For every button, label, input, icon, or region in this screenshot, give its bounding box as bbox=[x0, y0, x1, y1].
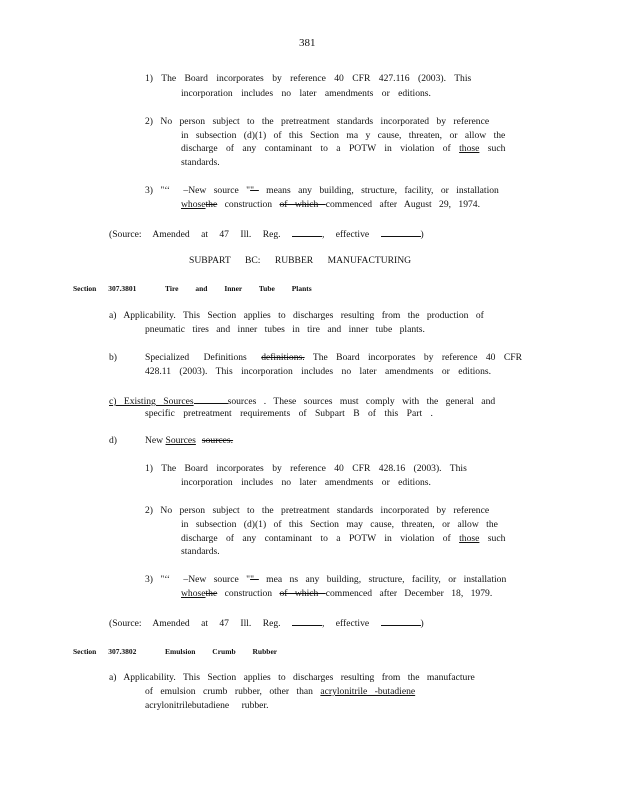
deleted-text: "– bbox=[250, 574, 259, 585]
inserted-text: those bbox=[459, 533, 480, 544]
text: –New source " bbox=[183, 574, 251, 585]
item-3-line-2 bbox=[181, 198, 480, 212]
sec1-c-line-2: specific pretreatment requirements of Subpart B of this Part . bbox=[145, 408, 433, 419]
text: (Source: Amended at 47 Ill. Reg. bbox=[109, 229, 292, 240]
inserted-text: Sources bbox=[165, 435, 196, 446]
sec1-d2-line-3 bbox=[181, 532, 505, 546]
text: such bbox=[479, 533, 506, 544]
text: commenced after December 18, 1979. bbox=[325, 588, 493, 599]
sec1-d3-line-2 bbox=[181, 587, 492, 601]
deleted-text: definitions. bbox=[261, 352, 305, 363]
text: ) bbox=[420, 618, 424, 629]
text: (Source: Amended at 47 Ill. Reg. bbox=[109, 618, 292, 629]
deleted-text: the bbox=[205, 199, 218, 210]
inserted-text: those bbox=[459, 143, 480, 154]
section-number: Section 307.3801 bbox=[73, 284, 137, 293]
text: construction bbox=[217, 588, 280, 599]
text: means any building, structure, facility, or installation bbox=[258, 185, 499, 196]
blank-line bbox=[194, 393, 228, 404]
item-1-line-1: 1) The Board incorporates by reference 40 CFR 427.116 (2003). This bbox=[145, 73, 472, 84]
blank-line bbox=[381, 226, 421, 237]
deleted-text: "– bbox=[250, 185, 259, 196]
text: , effective bbox=[321, 229, 381, 240]
blank-line bbox=[381, 615, 421, 626]
text: Specialized Definitions bbox=[145, 352, 262, 363]
item-2-line-4: standards. bbox=[181, 157, 220, 168]
blank-line bbox=[292, 226, 322, 237]
section-title: Tire and Inner Tube Plants bbox=[165, 284, 312, 293]
page-number: 381 bbox=[299, 37, 316, 49]
text: such bbox=[479, 143, 506, 154]
blank-line bbox=[292, 615, 322, 626]
sec1-b-label: b) bbox=[109, 352, 117, 363]
sec1-d1-line-1: 1) The Board incorporates by reference 40 CFR 428.16 (2003). This bbox=[145, 463, 467, 474]
sec1-d-label: d) bbox=[109, 435, 117, 446]
text: New bbox=[145, 435, 166, 446]
text: The Board incorporates by reference 40 CFR bbox=[304, 352, 523, 363]
section-number: Section 307.3802 bbox=[73, 647, 137, 656]
sec2-a-line-3: acrylonitrilebutadiene rubber. bbox=[145, 700, 269, 711]
text: of emulsion crumb rubber, other than bbox=[145, 686, 321, 697]
sec2-a-line-2 bbox=[145, 685, 425, 699]
sec1-d2-line-1: 2) No person subject to the pretreatment standards incorporated by reference bbox=[145, 505, 490, 516]
item-1-line-2: incorporation includes no later amendments or editions. bbox=[181, 88, 431, 99]
text: , effective bbox=[321, 618, 381, 629]
inserted-text: acrylonitrile -butadiene bbox=[320, 686, 416, 697]
sec1-d2-line-4: standards. bbox=[181, 546, 220, 557]
sec1-b-line-1 bbox=[145, 351, 522, 365]
text: –New source " bbox=[183, 185, 251, 196]
text: 3) "‘‘ bbox=[145, 574, 178, 585]
text: discharge of any contaminant to a POTW in violation of bbox=[181, 533, 460, 544]
sec1-d1-line-2: incorporation includes no later amendments or editions. bbox=[181, 477, 431, 488]
inserted-text: whose bbox=[181, 588, 206, 599]
text: discharge of any contaminant to a POTW in violation of bbox=[181, 143, 460, 154]
sec1-a-line-2: pneumatic tires and inner tubes in tire and inner tube plants. bbox=[145, 324, 425, 335]
inserted-text: c) Existing Sources bbox=[109, 396, 194, 407]
text: 3) "‘‘ bbox=[145, 185, 178, 196]
text: ) bbox=[420, 229, 424, 240]
text: sources . These sources must comply with the general and bbox=[227, 396, 496, 407]
text: construction bbox=[217, 199, 280, 210]
item-2-line-2: in subsection (d)(1) of this Section ma y cause, threaten, or allow the bbox=[181, 130, 506, 141]
item-2-line-3 bbox=[181, 142, 505, 156]
deleted-text: of which bbox=[279, 588, 326, 599]
sec1-a-line-1: a) Applicability. This Section applies to discharges resulting from the production of bbox=[109, 310, 484, 321]
sec2-a-line-1: a) Applicability. This Section applies to discharges resulting from the manufacture bbox=[109, 672, 475, 683]
item-2-line-1: 2) No person subject to the pretreatment standards incorporated by reference bbox=[145, 116, 490, 127]
deleted-text: of which bbox=[279, 199, 326, 210]
subpart-title: SUBPART BC: RUBBER MANUFACTURING bbox=[189, 255, 412, 266]
deleted-text: the bbox=[205, 588, 218, 599]
source-note bbox=[109, 226, 424, 242]
source-note bbox=[109, 615, 424, 631]
item-3-line-1 bbox=[145, 184, 499, 198]
text: mea ns any building, structure, facility, or installation bbox=[258, 574, 507, 585]
sec1-b-line-2: 428.11 (2003). This incorporation includes no later amendments or editions. bbox=[145, 366, 492, 377]
inserted-text: whose bbox=[181, 199, 206, 210]
sec1-d3-line-1 bbox=[145, 573, 506, 587]
sec1-d-line-1 bbox=[145, 434, 233, 448]
text: commenced after August 29, 1974. bbox=[325, 199, 480, 210]
deleted-text: sources. bbox=[201, 435, 234, 446]
section-title: Emulsion Crumb Rubber bbox=[165, 647, 278, 656]
sec1-d2-line-2: in subsection (d)(1) of this Section may cause, threaten, or allow the bbox=[181, 519, 498, 530]
